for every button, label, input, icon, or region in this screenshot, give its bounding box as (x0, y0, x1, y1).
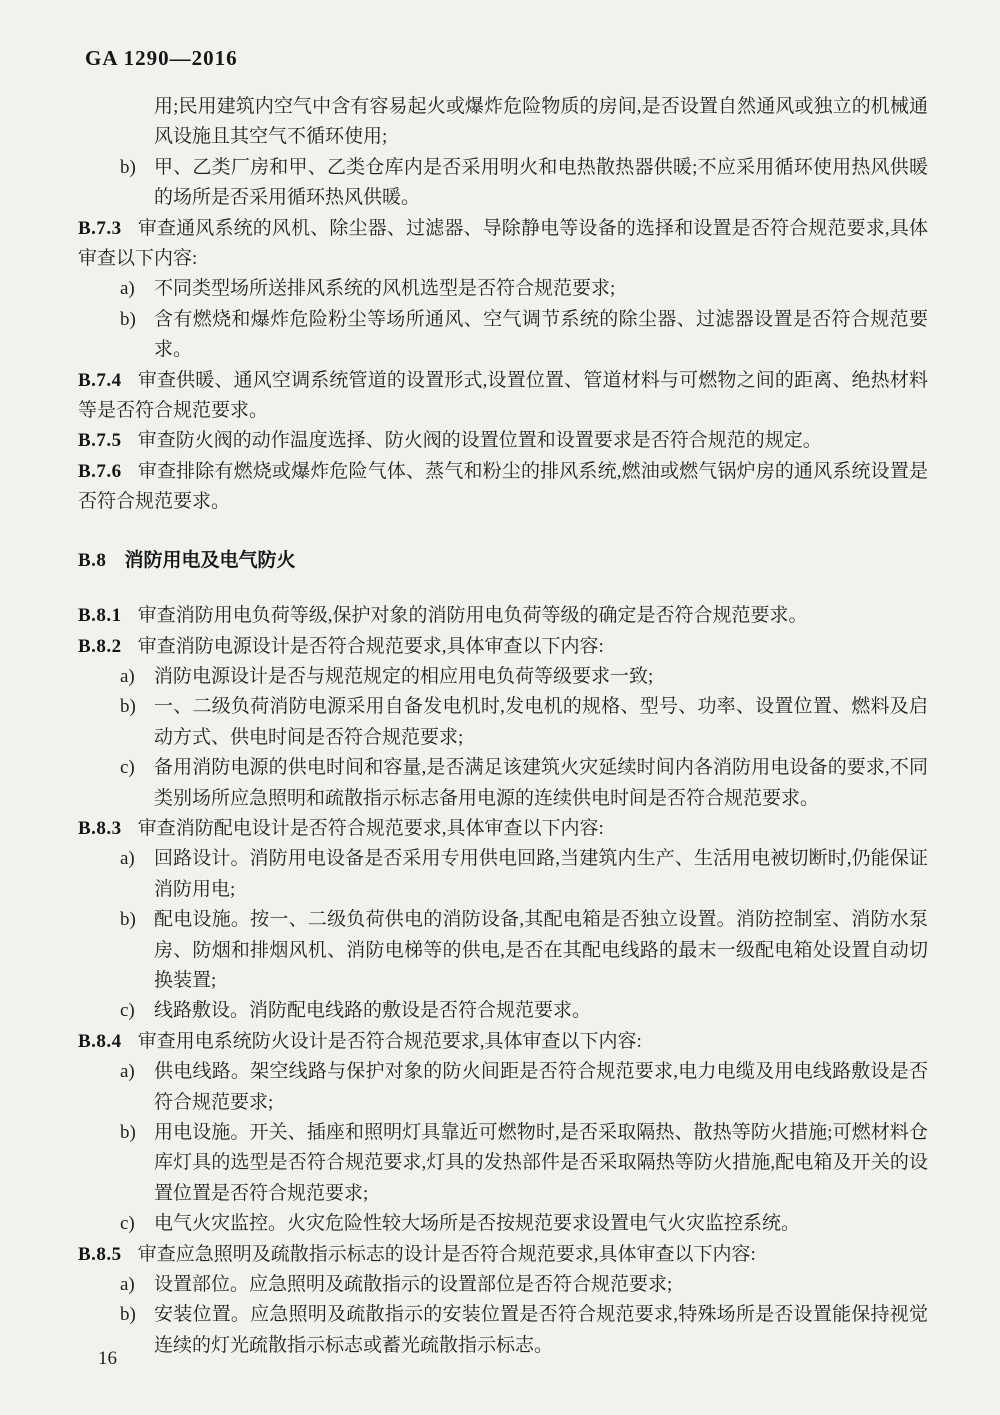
list-item-text: 安装位置。应急照明及疏散指示的安装位置是否符合规范要求,特殊场所是否设置能保持视觉连续的灯光疏散指示标志或蓄光疏散指示标志。 (154, 1304, 928, 1356)
clause-number: B.8.1 (78, 605, 122, 627)
list-item-text: 甲、乙类厂房和甲、乙类仓库内是否采用明火和电热散热器供暖;不应采用循环使用热风供暖的场所是否采用循环热风供暖。 (154, 156, 928, 209)
clause-B-8-4 (78, 1027, 928, 1057)
list-item (78, 1209, 928, 1239)
list-item (78, 1118, 928, 1209)
clause-text: 审查供暖、通风空调系统管道的设置形式,设置位置、管道材料与可燃物之间的距离、绝热材料等是否符合规范要求。 (78, 369, 928, 422)
list-item-text: 设置部位。应急照明及疏散指示的设置部位是否符合规范要求; (154, 1274, 673, 1296)
clause-text: 审查消防电源设计是否符合规范要求,具体审查以下内容: (137, 635, 604, 657)
clause-number: B.7.4 (78, 369, 122, 391)
list-item-label: b) (120, 696, 136, 718)
clause-text: 审查排除有燃烧或爆炸危险气体、蒸气和粉尘的排风系统,燃油或燃气锅炉房的通风系统设置是否符合规范要求。 (78, 460, 928, 513)
clause-B-7-4 (78, 366, 928, 427)
list-item-text: 线路敷设。消防配电线路的敷设是否符合规范要求。 (154, 1000, 592, 1022)
list-item (78, 305, 928, 366)
list-item-text: 备用消防电源的供电时间和容量,是否满足该建筑火灾延续时间内各消防用电设备的要求,不同类别场所应急照明和疏散指示标志备用电源的连续供电时间是否符合规范要求。 (154, 757, 928, 809)
clause-number: B.8.3 (78, 817, 122, 839)
paragraph-continuation: 用;民用建筑内空气中含有容易起火或爆炸危险物质的房间,是否设置自然通风或独立的机械通风设施且其空气不循环使用; (154, 96, 928, 148)
standard-number-header: GA 1290—2016 (85, 46, 238, 70)
list-item-label: c) (120, 1000, 135, 1022)
list-item (78, 662, 928, 692)
clause-number: B.8.4 (78, 1030, 122, 1052)
list-item (78, 153, 928, 214)
document-body (78, 92, 928, 1361)
list-item-label: a) (120, 665, 135, 687)
list-item-label: b) (120, 1122, 136, 1143)
clause-B-7-5 (78, 426, 928, 456)
clause-number: B.7.6 (78, 460, 122, 482)
list-item-text: 消防电源设计是否与规范规定的相应用电负荷等级要求一致; (154, 665, 654, 687)
section-heading-B-8 (78, 546, 928, 576)
clause-B-7-3 (78, 214, 928, 275)
clause-B-8-5 (78, 1240, 928, 1270)
clause-number: B.7.5 (78, 430, 122, 452)
clause-text: 审查消防配电设计是否符合规范要求,具体审查以下内容: (137, 817, 604, 839)
clause-number: B.8.5 (78, 1243, 122, 1265)
clause-B-8-1 (78, 601, 928, 631)
list-item (78, 996, 928, 1026)
section-number: B.8 (78, 549, 107, 571)
list-item-text: 用电设施。开关、插座和照明灯具靠近可燃物时,是否采取隔热、散热等防火措施;可燃材料仓库灯具的选型是否符合规范要求,灯具的发热部件是否采取隔热等防火措施,配电箱及开关的设置位置是否符合规范要求; (154, 1122, 928, 1204)
clause-B-8-3 (78, 814, 928, 844)
list-item-label: b) (120, 1304, 136, 1326)
list-item-label: a) (120, 278, 135, 300)
section-title: 消防用电及电气防火 (124, 549, 296, 571)
list-item-text: 回路设计。消防用电设备是否采用专用供电回路,当建筑内生产、生活用电被切断时,仍能保证消防用电; (154, 848, 928, 900)
list-item (78, 844, 928, 905)
clause-text: 审查防火阀的动作温度选择、防火阀的设置位置和设置要求是否符合规范的规定。 (137, 430, 822, 452)
list-item-label: c) (120, 757, 135, 779)
list-item-label: b) (120, 909, 136, 931)
list-item (78, 692, 928, 753)
list-item-text: 供电线路。架空线路与保护对象的防火间距是否符合规范要求,电力电缆及用电线路敷设是否符合规范要求; (154, 1061, 928, 1113)
list-item (78, 1057, 928, 1118)
clause-number: B.7.3 (78, 217, 122, 239)
list-item-text: 一、二级负荷消防电源采用自备发电机时,发电机的规格、型号、功率、设置位置、燃料及启动方式、供电时间是否符合规范要求; (154, 696, 928, 748)
list-item-text: 不同类型场所送排风系统的风机选型是否符合规范要求; (154, 278, 616, 300)
list-item-text: 电气火灾监控。火灾危险性较大场所是否按规范要求设置电气火灾监控系统。 (154, 1213, 801, 1235)
list-item (78, 753, 928, 814)
page-number: 16 (98, 1348, 117, 1369)
clause-text: 审查消防用电负荷等级,保护对象的消防用电负荷等级的确定是否符合规范要求。 (137, 605, 808, 627)
clause-number: B.8.2 (78, 635, 122, 657)
clause-text: 审查应急照明及疏散指示标志的设计是否符合规范要求,具体审查以下内容: (137, 1243, 756, 1265)
clause-B-7-6 (78, 457, 928, 518)
list-item (78, 1300, 928, 1361)
list-item-label: a) (120, 1274, 135, 1296)
list-item-label: b) (120, 308, 136, 330)
clause-text: 审查用电系统防火设计是否符合规范要求,具体审查以下内容: (137, 1030, 642, 1052)
list-item (78, 1270, 928, 1300)
list-item-text: 含有燃烧和爆炸危险粉尘等场所通风、空气调节系统的除尘器、过滤器设置是否符合规范要求。 (154, 308, 928, 361)
list-item-label: c) (120, 1213, 135, 1235)
list-item-label: a) (120, 848, 135, 870)
clause-text: 审查通风系统的风机、除尘器、过滤器、导除静电等设备的选择和设置是否符合规范要求,具体审查以下内容: (78, 217, 928, 270)
list-item (78, 905, 928, 996)
list-item-text: 配电设施。按一、二级负荷供电的消防设备,其配电箱是否独立设置。消防控制室、消防水泵房、防烟和排烟风机、消防电梯等的供电,是否在其配电线路的最末一级配电箱处设置自动切换装置; (154, 909, 928, 991)
list-item-label: b) (120, 156, 136, 178)
clause-B-8-2 (78, 632, 928, 662)
list-item-label: a) (120, 1061, 135, 1083)
list-item (78, 274, 928, 304)
